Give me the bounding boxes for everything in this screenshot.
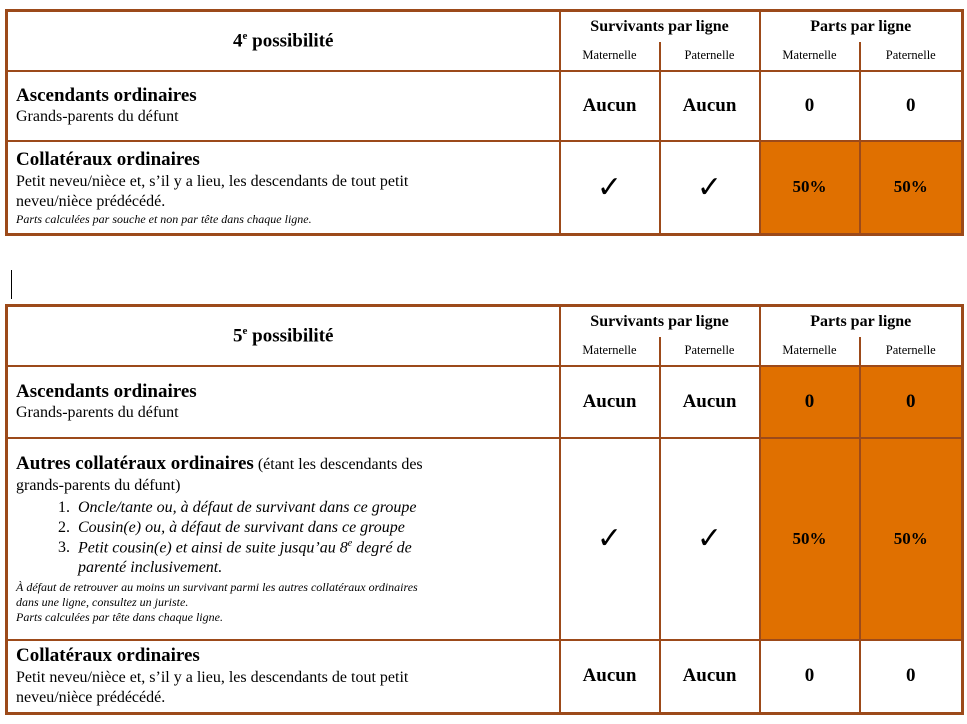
text-cursor	[11, 270, 12, 299]
share-paternal: 0	[860, 71, 963, 141]
survivors-paternal: Aucun	[660, 640, 760, 714]
row-heading: Ascendants ordinaires	[16, 84, 197, 106]
table-row	[7, 640, 963, 714]
survivors-paternal: Aucun	[660, 366, 760, 438]
share-paternal: 50%	[860, 438, 963, 640]
survivors-header: Survivants par ligne	[560, 306, 760, 337]
row-note: Parts calculées par tête dans chaque ligne.	[16, 610, 223, 625]
checkmark-icon: ✓	[660, 141, 760, 235]
row-heading: Ascendants ordinaires	[16, 380, 197, 402]
row-description	[7, 640, 560, 714]
share-maternal: 50%	[760, 141, 860, 235]
maternal-header: Maternelle	[560, 337, 660, 366]
paternal-header: Paternelle	[660, 42, 760, 71]
maternal-header: Maternelle	[760, 337, 860, 366]
row-description	[7, 366, 560, 438]
row-heading: Autres collatéraux ordinaires	[16, 452, 254, 474]
paternal-header: Paternelle	[660, 337, 760, 366]
survivors-maternal: Aucun	[560, 366, 660, 438]
table-row	[7, 366, 963, 438]
checkmark-icon: ✓	[660, 438, 760, 640]
paternal-header: Paternelle	[860, 42, 963, 71]
row-note: dans une ligne, consultez un juriste.	[16, 595, 189, 610]
maternal-header: Maternelle	[760, 42, 860, 71]
shares-header: Parts par ligne	[760, 11, 963, 42]
possibility-title: 4e possibilité	[7, 11, 560, 71]
share-paternal: 0	[860, 640, 963, 714]
row-description	[7, 71, 560, 141]
share-paternal: 50%	[860, 141, 963, 235]
share-maternal: 50%	[760, 438, 860, 640]
row-note: À défaut de retrouver au moins un survivant parmi les autres collatéraux ordinaires	[16, 580, 418, 595]
row-subheading: Grands-parents du défunt	[16, 404, 179, 422]
row-description	[7, 141, 560, 235]
table-4e-possibilite	[5, 9, 964, 236]
share-maternal: 0	[760, 366, 860, 438]
row-text-line: neveu/nièce prédécédé.	[16, 192, 166, 210]
list-item: 1. Oncle/tante ou, à défaut de survivant dans ce groupe	[74, 498, 551, 518]
shares-header: Parts par ligne	[760, 306, 963, 337]
paternal-header: Paternelle	[860, 337, 963, 366]
row-subheading: Grands-parents du défunt	[16, 108, 179, 126]
row-description	[7, 438, 560, 640]
row-heading-tail: (étant les descendants des	[253, 455, 423, 473]
possibility-title: 5e possibilité	[7, 306, 560, 366]
share-maternal: 0	[760, 640, 860, 714]
survivors-header: Survivants par ligne	[560, 11, 760, 42]
checkmark-icon: ✓	[560, 141, 660, 235]
table-5e-possibilite	[5, 304, 964, 715]
table-row	[7, 71, 963, 141]
checkmark-icon: ✓	[560, 438, 660, 640]
row-text-line: Petit neveu/nièce et, s’il y a lieu, les descendants de tout petit	[16, 669, 409, 687]
share-maternal: 0	[760, 71, 860, 141]
maternal-header: Maternelle	[560, 42, 660, 71]
share-paternal: 0	[860, 366, 963, 438]
list-item: 2. Cousin(e) ou, à défaut de survivant dans ce groupe	[74, 518, 551, 538]
list-item: 3. Petit cousin(e) et ainsi de suite jusqu’au 8e degré de parenté inclusivement.	[74, 538, 551, 578]
table-row	[7, 141, 963, 235]
survivors-paternal: Aucun	[660, 71, 760, 141]
collateral-list	[16, 498, 551, 578]
row-text-line: grands-parents du défunt)	[16, 476, 181, 494]
row-text-line: Petit neveu/nièce et, s’il y a lieu, les descendants de tout petit	[16, 172, 409, 190]
row-heading: Collatéraux ordinaires	[16, 645, 200, 667]
row-text-line: neveu/nièce prédécédé.	[16, 689, 166, 707]
row-note: Parts calculées par souche et non par tête dans chaque ligne.	[16, 211, 312, 226]
row-heading: Collatéraux ordinaires	[16, 148, 200, 170]
survivors-maternal: Aucun	[560, 640, 660, 714]
table-row	[7, 438, 963, 640]
survivors-maternal: Aucun	[560, 71, 660, 141]
